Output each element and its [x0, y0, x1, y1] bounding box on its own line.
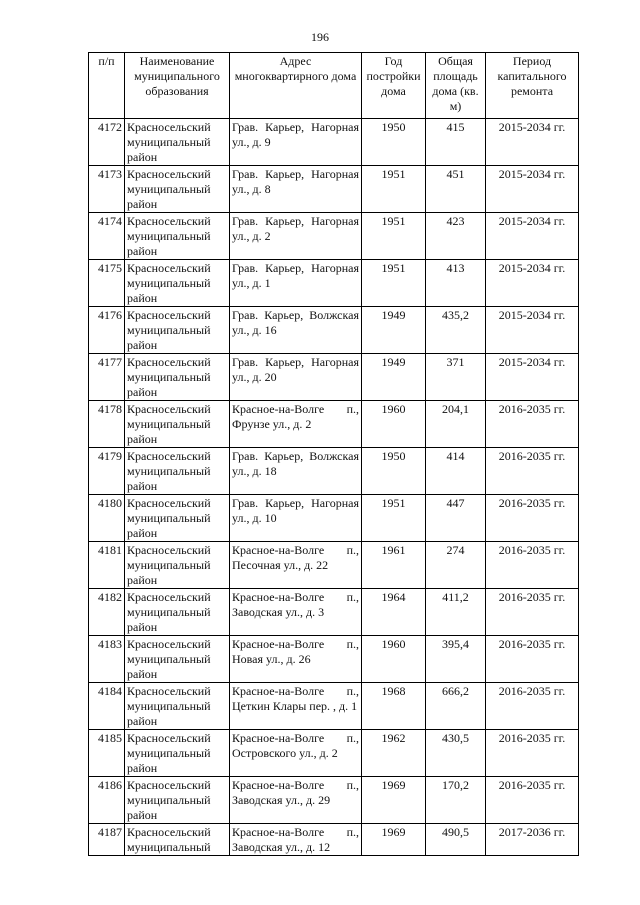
cell-num: 4173 — [89, 166, 125, 213]
cell-area: 414 — [426, 448, 486, 495]
cell-period: 2015-2034 гг. — [486, 260, 579, 307]
cell-address: Грав. Карьер, Нагорная ул., д. 20 — [230, 354, 362, 401]
cell-num: 4175 — [89, 260, 125, 307]
cell-area: 666,2 — [426, 683, 486, 730]
cell-num: 4183 — [89, 636, 125, 683]
table-row — [89, 307, 579, 354]
cell-municipality: Красносельский муниципальный район — [125, 401, 230, 448]
cell-num: 4172 — [89, 119, 125, 166]
table-body — [89, 119, 579, 856]
cell-area: 204,1 — [426, 401, 486, 448]
cell-municipality: Красносельский муниципальный район — [125, 589, 230, 636]
cell-num: 4185 — [89, 730, 125, 777]
cell-address: Грав. Карьер, Волжская ул., д. 16 — [230, 307, 362, 354]
cell-area: 411,2 — [426, 589, 486, 636]
cell-area: 451 — [426, 166, 486, 213]
table-row — [89, 166, 579, 213]
table-row — [89, 824, 579, 856]
table-row — [89, 542, 579, 589]
cell-period: 2017-2036 гг. — [486, 824, 579, 856]
header-period: Период капитального ремонта — [486, 53, 579, 119]
cell-num: 4186 — [89, 777, 125, 824]
cell-num: 4179 — [89, 448, 125, 495]
cell-address: Красное-на-Волге п., Заводская ул., д. 12 — [230, 824, 362, 856]
cell-year: 1949 — [362, 354, 426, 401]
cell-period: 2016-2035 гг. — [486, 542, 579, 589]
cell-municipality: Красносельский муниципальный район — [125, 354, 230, 401]
cell-year: 1949 — [362, 307, 426, 354]
cell-num: 4187 — [89, 824, 125, 856]
table-row — [89, 119, 579, 166]
cell-address: Красное-на-Волге п., Новая ул., д. 26 — [230, 636, 362, 683]
cell-period: 2015-2034 гг. — [486, 354, 579, 401]
cell-period: 2016-2035 гг. — [486, 777, 579, 824]
cell-num: 4181 — [89, 542, 125, 589]
cell-address: Грав. Карьер, Нагорная ул., д. 2 — [230, 213, 362, 260]
table-row — [89, 213, 579, 260]
cell-municipality: Красносельский муниципальный район — [125, 119, 230, 166]
cell-address: Красное-на-Волге п., Островского ул., д. 2 — [230, 730, 362, 777]
cell-period: 2015-2034 гг. — [486, 307, 579, 354]
cell-area: 415 — [426, 119, 486, 166]
cell-municipality: Красносельский муниципальный район — [125, 448, 230, 495]
cell-area: 430,5 — [426, 730, 486, 777]
cell-municipality: Красносельский муниципальный район — [125, 307, 230, 354]
cell-address: Грав. Карьер, Нагорная ул., д. 8 — [230, 166, 362, 213]
cell-num: 4180 — [89, 495, 125, 542]
cell-address: Грав. Карьер, Нагорная ул., д. 10 — [230, 495, 362, 542]
cell-num: 4178 — [89, 401, 125, 448]
table-row — [89, 495, 579, 542]
cell-year: 1950 — [362, 119, 426, 166]
cell-area: 490,5 — [426, 824, 486, 856]
cell-municipality: Красносельский муниципальный район — [125, 542, 230, 589]
cell-period: 2016-2035 гг. — [486, 448, 579, 495]
cell-num: 4184 — [89, 683, 125, 730]
cell-area: 413 — [426, 260, 486, 307]
cell-year: 1951 — [362, 166, 426, 213]
cell-address: Красное-на-Волге п., Песочная ул., д. 22 — [230, 542, 362, 589]
cell-year: 1951 — [362, 260, 426, 307]
cell-year: 1969 — [362, 824, 426, 856]
cell-municipality: Красносельский муниципальный район — [125, 777, 230, 824]
cell-period: 2016-2035 гг. — [486, 495, 579, 542]
table-row — [89, 683, 579, 730]
table-row — [89, 354, 579, 401]
cell-area: 170,2 — [426, 777, 486, 824]
cell-municipality: Красносельский муниципальный район — [125, 730, 230, 777]
cell-area: 447 — [426, 495, 486, 542]
cell-area: 274 — [426, 542, 486, 589]
cell-year: 1951 — [362, 213, 426, 260]
cell-area: 423 — [426, 213, 486, 260]
cell-period: 2016-2035 гг. — [486, 683, 579, 730]
cell-municipality: Красносельский муниципальный район — [125, 683, 230, 730]
cell-address: Грав. Карьер, Нагорная ул., д. 1 — [230, 260, 362, 307]
table-row — [89, 260, 579, 307]
cell-area: 371 — [426, 354, 486, 401]
cell-year: 1960 — [362, 636, 426, 683]
header-num: п/п — [89, 53, 125, 119]
cell-period: 2016-2035 гг. — [486, 636, 579, 683]
cell-year: 1951 — [362, 495, 426, 542]
table-row — [89, 777, 579, 824]
cell-year: 1960 — [362, 401, 426, 448]
cell-address: Грав. Карьер, Нагорная ул., д. 9 — [230, 119, 362, 166]
cell-num: 4182 — [89, 589, 125, 636]
page-number: 196 — [311, 30, 329, 44]
table-row — [89, 730, 579, 777]
cell-year: 1964 — [362, 589, 426, 636]
cell-period: 2016-2035 гг. — [486, 401, 579, 448]
cell-num: 4176 — [89, 307, 125, 354]
cell-municipality: Красносельский муниципальный район — [125, 495, 230, 542]
cell-municipality: Красносельский муниципальный — [125, 824, 230, 856]
cell-period: 2015-2034 гг. — [486, 166, 579, 213]
cell-year: 1962 — [362, 730, 426, 777]
cell-num: 4177 — [89, 354, 125, 401]
cell-address: Красное-на-Волге п., Заводская ул., д. 3 — [230, 589, 362, 636]
cell-municipality: Красносельский муниципальный район — [125, 636, 230, 683]
cell-municipality: Красносельский муниципальный район — [125, 166, 230, 213]
header-address: Адрес многоквартирного дома — [230, 53, 362, 119]
table-row — [89, 589, 579, 636]
cell-municipality: Красносельский муниципальный район — [125, 260, 230, 307]
cell-year: 1968 — [362, 683, 426, 730]
cell-municipality: Красносельский муниципальный район — [125, 213, 230, 260]
cell-address: Грав. Карьер, Волжская ул., д. 18 — [230, 448, 362, 495]
header-municipality: Наименование муниципального образования — [125, 53, 230, 119]
table-row — [89, 401, 579, 448]
cell-area: 395,4 — [426, 636, 486, 683]
cell-period: 2015-2034 гг. — [486, 119, 579, 166]
cell-address: Красное-на-Волге п., Фрунзе ул., д. 2 — [230, 401, 362, 448]
cell-year: 1969 — [362, 777, 426, 824]
cell-address: Красное-на-Волге п., Заводская ул., д. 29 — [230, 777, 362, 824]
cell-period: 2016-2035 гг. — [486, 730, 579, 777]
header-year: Год постройки дома — [362, 53, 426, 119]
cell-num: 4174 — [89, 213, 125, 260]
header-area: Общая площадь дома (кв. м) — [426, 53, 486, 119]
housing-registry-table — [88, 52, 579, 856]
cell-year: 1950 — [362, 448, 426, 495]
cell-area: 435,2 — [426, 307, 486, 354]
cell-period: 2016-2035 гг. — [486, 589, 579, 636]
table-row — [89, 448, 579, 495]
table-header-row — [89, 53, 579, 119]
table-row — [89, 636, 579, 683]
cell-address: Красное-на-Волге п., Цеткин Клары пер. , д. 1 — [230, 683, 362, 730]
cell-year: 1961 — [362, 542, 426, 589]
cell-period: 2015-2034 гг. — [486, 213, 579, 260]
